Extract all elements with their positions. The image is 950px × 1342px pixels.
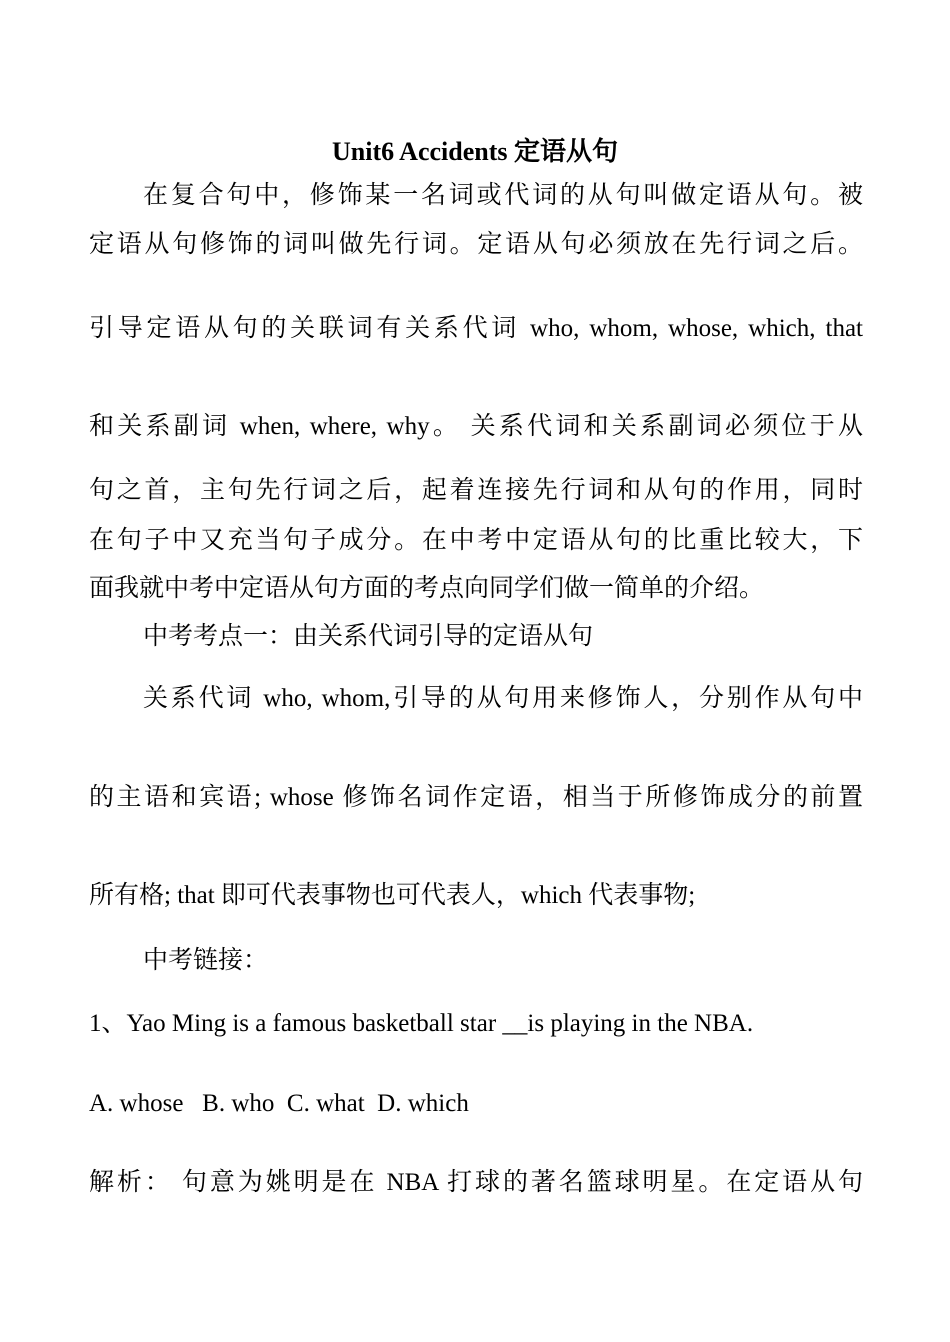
paragraph-line: 和关系副词 when, where, why。 关系代词和关系副词必须位于从 <box>89 413 863 440</box>
question-options: A. whose B. who C. what D. which <box>89 1090 469 1117</box>
paragraph-line: 的主语和宾语; whose 修饰名词作定语，相当于所修饰成分的前置 <box>89 784 863 811</box>
paragraph-line: 在复合句中，修饰某一名词或代词的从句叫做定语从句。被 <box>143 182 863 209</box>
section-heading: 中考考点一：由关系代词引导的定语从句 <box>143 623 594 650</box>
exam-link-heading: 中考链接： <box>143 947 269 974</box>
paragraph-line: 定语从句修饰的词叫做先行词。定语从句必须放在先行词之后。 <box>89 231 863 258</box>
question-text: 1、Yao Ming is a famous basketball star __is playing in the NBA. <box>89 1010 754 1037</box>
paragraph-line: 所有格; that 即可代表事物也可代表人，which 代表事物; <box>89 882 696 909</box>
paragraph-line: 引导定语从句的关联词有关系代词 who, whom, whose, which, that <box>89 315 863 342</box>
paragraph-line: 关系代词 who, whom,引导的从句用来修饰人，分别作从句中 <box>143 685 863 712</box>
paragraph-line: 在句子中又充当句子成分。在中考中定语从句的比重比较大，下 <box>89 527 863 554</box>
analysis-line: 解析： 句意为姚明是在 NBA 打球的著名篮球明星。在定语从句 <box>89 1169 863 1196</box>
document-title: Unit6 Accidents 定语从句 <box>331 137 618 166</box>
paragraph-line: 面我就中考中定语从句方面的考点向同学们做一简单的介绍。 <box>89 575 765 602</box>
paragraph-line: 句之首，主句先行词之后，起着连接先行词和从句的作用，同时 <box>89 477 863 504</box>
